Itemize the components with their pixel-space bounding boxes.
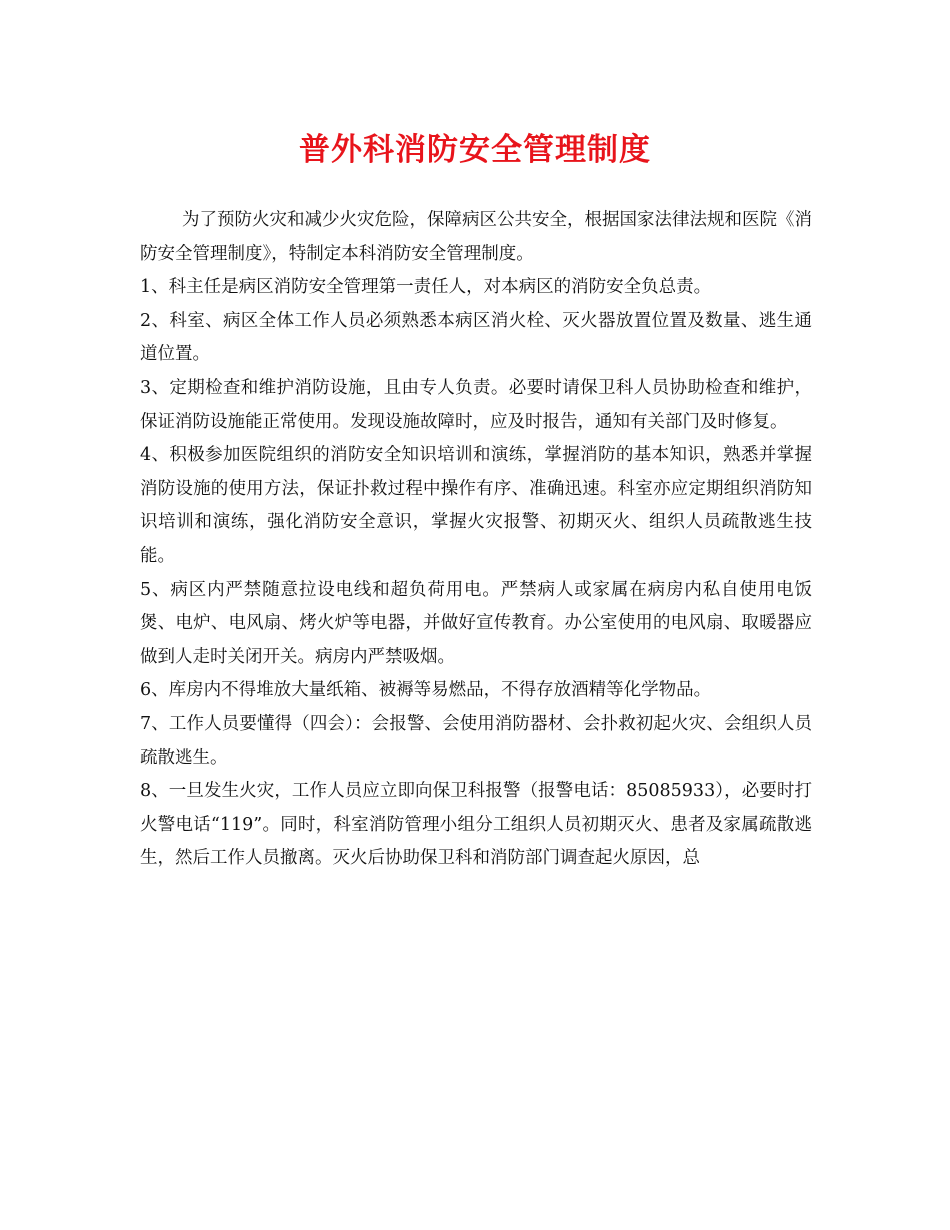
intro-paragraph: 为了预防火灾和减少火灾危险，保障病区公共安全，根据国家法律法规和医院《消防安全管理制度》，特制定本科消防安全管理制度。: [140, 210, 812, 264]
rule-item-3: 3、定期检查和维护消防设施，且由专人负责。必要时请保卫科人员协助检查和维护，保证消防设施能正常使用。发现设施故障时，应及时报告，通知有关部门及时修复。: [140, 377, 812, 432]
rule-item-6: 6、库房内不得堆放大量纸箱、被褥等易燃品，不得存放酒精等化学物品。: [140, 680, 712, 701]
rule-item-2: 2、科室、病区全体工作人员必须熟悉本病区消火栓、灭火器放置位置及数量、逃生通道位置。: [140, 310, 812, 365]
document-title: 普外科消防安全管理制度: [299, 132, 651, 168]
rule-item-1: 1、科主任是病区消防安全管理第一责任人，对本病区的消防安全负总责。: [140, 277, 712, 298]
rule-item-5: 5、病区内严禁随意拉设电线和超负荷用电。严禁病人或家属在病房内私自使用电饭煲、电炉、电风扇、烤火炉等电器，并做好宣传教育。办公室使用的电风扇、取暖器应做到人走时关闭开关。病房内严禁吸烟。: [140, 579, 812, 667]
rule-item-4: 4、积极参加医院组织的消防安全知识培训和演练，掌握消防的基本知识，熟悉并掌握消防设施的使用方法，保证扑救过程中操作有序、准确迅速。科室亦应定期组织消防知识培训和演练，强化消防安全意识，掌握火灾报警、初期灭火、组织人员疏散逃生技能。: [140, 445, 812, 566]
rule-item-8: 8、一旦发生火灾，工作人员应立即向保卫科报警（报警电话：85085933），必要时打火警电话“119”。同时，科室消防管理小组分工组织人员初期灭火、患者及家属疏散逃生，然后工作人员撤离。灭火后协助保卫科和消防部门调查起火原因，总: [140, 781, 812, 869]
rule-item-7: 7、工作人员要懂得（四会）：会报警、会使用消防器材、会扑救初起火灾、会组织人员疏散逃生。: [140, 713, 812, 768]
document-body: [140, 204, 812, 876]
